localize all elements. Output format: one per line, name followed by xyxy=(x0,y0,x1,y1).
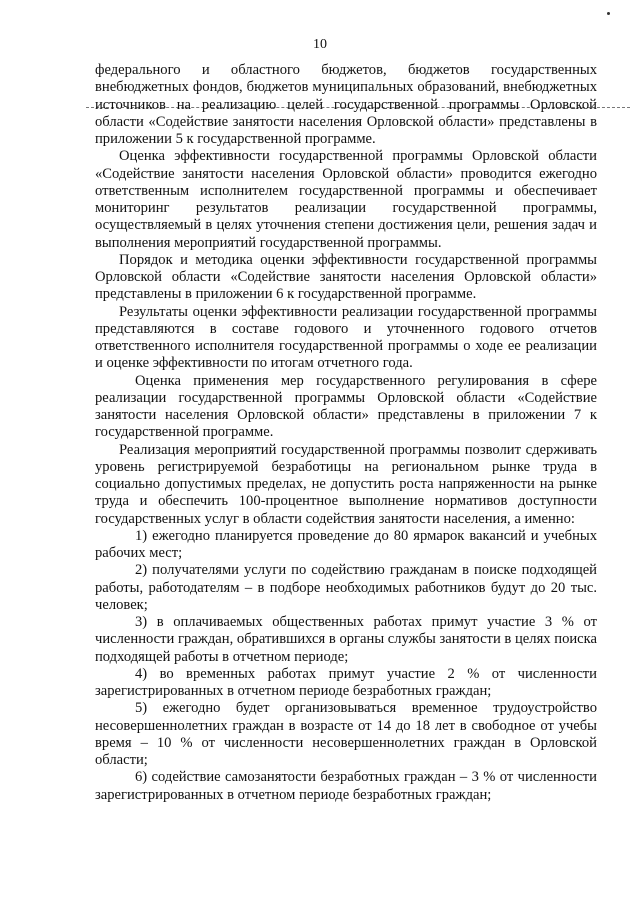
paragraph-efficiency-evaluation: Оценка эффективности государственной программы Орловской области «Содействие занятости населения Орловской области» проводится ежегодно ответственным исполнителем государственной программы и обеспечивает мониторинг результатов реализации государственной программы, осуществляемый в целях уточнения степени достижения цели, решения задач и выполнения мероприятий государственной программы. xyxy=(95,148,597,251)
list-item-4: 4) во временных работах примут участие 2 % от численности зарегистрированных в отчетном периоде безработных граждан; xyxy=(95,665,597,699)
paragraph-program-outcomes: Реализация мероприятий государственной программы позволит сдерживать уровень регистрируемой безработицы на региональном рынке труда в социально допустимых пределах, не допустить роста напряженности на рынке труда и обеспечить 100-процентное выполнение нормативов доступности государственных услуг в области содействия занятости населения, а именно: xyxy=(95,441,597,527)
list-item-1: 1) ежегодно планируется проведение до 80 ярмарок вакансий и учебных рабочих мест; xyxy=(95,527,597,561)
scan-dot xyxy=(607,12,610,15)
paragraph-evaluation-methodology: Порядок и методика оценки эффективности государственной программы Орловской области «Содействие занятости населения Орловской области» представлены в приложении 6 к государственной программе. xyxy=(95,251,597,303)
paragraph-regulation-measures: Оценка применения мер государственного регулирования в сфере реализации государственной программы Орловской области «Содействие занятости населения Орловской области» представлены в приложении 7 к государственной программе. xyxy=(95,372,597,441)
list-item-2: 2) получателями услуги по содействию гражданам в поиске подходящей работы, работодателям – в подборе необходимых работников будут до 20 тыс. человек; xyxy=(95,562,597,613)
page-number: 10 xyxy=(313,37,327,52)
document-body xyxy=(95,62,597,804)
list-item-5: 5) ежегодно будет организовываться временное трудоустройство несовершеннолетних граждан в возрасте от 14 до 18 лет в свободное от учебы время – 10 % от численности несовершеннолетних граждан в Орловской области; xyxy=(95,700,597,768)
paragraph-funding-sources: федерального и областного бюджетов, бюджетов государственных внебюджетных фондов, бюджетов муниципальных образований, внебюджетных источников на реализацию целей государственной программы Орловской области «Содействие занятости населения Орловской области» представлены в приложении 5 к государственной программе. xyxy=(95,62,597,147)
paragraph-evaluation-results: Результаты оценки эффективности реализации государственной программы представляются в составе годового и уточненного годового отчетов ответственного исполнителя государственной программы о ходе ее реализации и оценке эффективности по итогам отчетного года. xyxy=(95,303,597,372)
list-item-6: 6) содействие самозанятости безработных граждан – 3 % от численности зарегистрированных в отчетном периоде безработных граждан; xyxy=(95,769,597,803)
list-item-3: 3) в оплачиваемых общественных работах примут участие 3 % от численности граждан, обратившихся в органы службы занятости в целях поиска подходящей работы в отчетном периоде; xyxy=(95,614,597,665)
